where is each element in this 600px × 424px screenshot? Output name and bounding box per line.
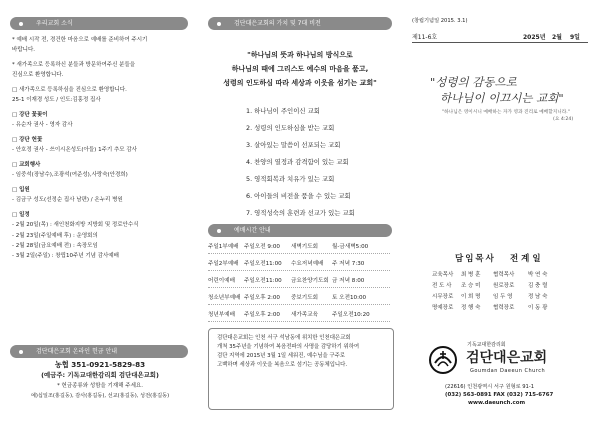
service-cell: 주일오전11:00 xyxy=(244,278,282,284)
header-divider xyxy=(412,42,588,43)
news-line: - 2월 20일(목) : 새인천화지방 지방회 및 정로안수식 xyxy=(12,222,139,229)
service-cell: 새가족교육 xyxy=(291,312,319,318)
vision-title: 검단대은교회의 가치 및 7대 비전 xyxy=(234,20,321,27)
service-cell: 주일오후 2:00 xyxy=(244,295,280,301)
bullet-icon xyxy=(217,229,221,233)
service-cell: 금요찬양기도회 xyxy=(291,278,329,284)
church-name-english: Goumdan Daeeun Church xyxy=(470,368,546,374)
founding-date: (창립기념일 2015. 3.1) xyxy=(412,18,468,24)
service-cell: 청소년부예배 xyxy=(208,295,241,301)
section-header-offering xyxy=(10,345,188,358)
news-line: - 안호정 권사 - 쓰이시온성도(아들) 1주기 추모 감사 xyxy=(12,147,137,154)
staff-name: 박 연 숙 xyxy=(528,272,548,278)
news-section-heading: □ 교회행사 xyxy=(12,162,41,168)
news-section-heading: □ 일정 xyxy=(12,212,30,218)
news-section-heading: □ 입원 xyxy=(12,187,30,193)
church-logo-icon xyxy=(428,345,458,375)
church-website[interactable]: www.daeunch.com xyxy=(468,400,526,406)
news-section-heading: □ 강단 꽃꽂이 xyxy=(12,112,48,118)
row-divider xyxy=(208,270,390,271)
news-title: 우리교회 소식 xyxy=(36,20,73,27)
section-header-news xyxy=(10,17,188,30)
services-title: 예배시간 안내 xyxy=(234,227,271,234)
staff-role: 전 도 사 xyxy=(432,283,452,289)
row-divider xyxy=(208,321,390,322)
service-row xyxy=(208,308,390,318)
news-line: 25-1 이재경 성도 / 인도:김홍정 집사 xyxy=(12,97,101,104)
theme-line-1: "성령의 감동으로 xyxy=(430,75,517,89)
pastor-name: 전 계 일 xyxy=(510,254,541,264)
intro-line: 고백하며 세상과 이웃을 복음으로 섬기는 공동체입니다. xyxy=(217,362,348,368)
vision-item: 7. 영적성숙의 훈련과 선교가 있는 교회 xyxy=(246,209,355,217)
service-cell: 토 오전10:00 xyxy=(332,295,367,301)
offering-note: * 헌금종류와 성함을 기재해 주세요. xyxy=(57,383,143,389)
theme-line-2: 하나님이 이끄시는 교회" xyxy=(440,91,564,105)
bullet-icon xyxy=(217,22,221,26)
service-row xyxy=(208,291,390,301)
staff-role: 원로장로 xyxy=(493,283,515,289)
service-cell: 어린이예배 xyxy=(208,278,236,284)
staff-name: 이 동 광 xyxy=(528,305,548,311)
staff-role: 교육목사 xyxy=(432,272,454,278)
news-line: 진심으로 환영합니다. xyxy=(12,72,64,79)
service-cell: 월-금새벽5:00 xyxy=(332,244,369,250)
vision-item: 5. 영적회복과 치유가 있는 교회 xyxy=(246,175,335,183)
service-cell: 금 저녁 8:00 xyxy=(332,278,365,284)
news-line: - 3월 2일(주일) : 창립10주년 기념 감사예배 xyxy=(12,253,119,260)
news-line: 바랍니다. xyxy=(12,47,36,54)
intro-line: 검단 지역에 2015년 3월 1일 세워진, 예수님을 구주로 xyxy=(217,353,346,359)
news-line: - 유순자 권사 - 영자 감사 xyxy=(12,122,73,129)
section-header-services xyxy=(208,224,392,237)
pastor-label: 담임목사 xyxy=(455,254,496,264)
staff-role: 협력장로 xyxy=(493,305,515,311)
staff-name: 정 행 숙 xyxy=(461,305,481,311)
vision-item: 3. 살아있는 말씀이 선포되는 교회 xyxy=(246,141,341,149)
section-header-vision xyxy=(208,17,392,30)
service-cell: 주일1부예배 xyxy=(208,244,239,250)
date-day: 9일 xyxy=(570,34,580,41)
service-cell: 중보기도회 xyxy=(291,295,319,301)
news-line: □ 새가족으로 등록하심을 진심으로 환영합니다. xyxy=(12,87,127,93)
motto-line: 성령의 인도하심 따라 세상과 이웃을 섬기는 교회" xyxy=(223,79,377,87)
date-year: 2025년 xyxy=(523,34,546,41)
service-cell: 주일2부예배 xyxy=(208,261,239,267)
bullet-icon xyxy=(19,22,23,26)
staff-name: 김 충 렬 xyxy=(528,283,548,289)
vision-item: 4. 찬양의 열정과 감격함이 있는 교회 xyxy=(246,158,349,166)
denomination: 기독교대한감리회 xyxy=(467,342,506,348)
staff-role: 임 두 영 xyxy=(493,294,513,300)
staff-role: 시무장로 xyxy=(432,294,454,300)
staff-role: 협력목사 xyxy=(493,272,515,278)
service-cell: 주일오전 9:00 xyxy=(244,244,280,250)
intro-line: 개척 35주년을 기념하여 복음전파의 사명을 감당하기 위하여 xyxy=(217,344,360,350)
intro-line: 검단대은교회는 인천 서구 석남동에 위치한 인천대은교회 xyxy=(217,335,351,341)
motto-line: 하나님의 때에 그리스도 예수의 마음을 품고, xyxy=(231,65,369,73)
staff-name: 정 남 숙 xyxy=(528,294,548,300)
service-row xyxy=(208,240,390,250)
motto-line: "하나님의 뜻과 하나님의 방식으로 xyxy=(247,51,353,59)
church-intro-box xyxy=(208,328,394,410)
service-cell: 주일오전10:20 xyxy=(332,312,370,318)
account-holder: (예금주: 기독교대한감리회 검단대은교회) xyxy=(41,371,159,379)
news-line: - 김금구 성도(선정순 집사 남편) / 온누리 병원 xyxy=(12,197,123,204)
service-cell: 주일오후 2:00 xyxy=(244,312,280,318)
vision-item: 6. 아이들의 비전을 품을 수 있는 교회 xyxy=(246,192,351,200)
service-cell: 수요저녁예배 xyxy=(291,261,324,267)
service-cell: 주일오전11:00 xyxy=(244,261,282,267)
news-section-heading: □ 강단 헌꽃 xyxy=(12,137,43,143)
church-name: 검단대은교회 xyxy=(466,350,548,366)
theme-reference: (요 4:24) xyxy=(553,117,574,122)
church-address: (22616) 인천광역시 서구 원형로 91-1 xyxy=(445,384,535,390)
staff-name: 최 병 훈 xyxy=(461,272,481,278)
news-line: - 2월 23일(주일예배 후) : 운영회의 xyxy=(12,232,98,239)
offering-title: 검단대은교회 온라인 헌금 안내 xyxy=(36,348,118,355)
service-cell: 주 저녁 7:30 xyxy=(332,261,365,267)
staff-role: 명예장로 xyxy=(432,305,454,311)
service-cell: 청년부예배 xyxy=(208,312,236,318)
bullet-icon xyxy=(19,350,23,354)
vision-item: 2. 성령의 인도하심을 받는 교회 xyxy=(246,124,335,132)
row-divider xyxy=(208,287,390,288)
row-divider xyxy=(208,304,390,305)
service-row xyxy=(208,274,390,284)
row-divider xyxy=(208,253,390,254)
issue-number: 제11-6호 xyxy=(412,34,438,41)
service-cell: 새벽기도회 xyxy=(291,244,319,250)
vision-item: 1. 하나님이 주인이신 교회 xyxy=(246,107,320,115)
staff-name: 조 승 미 xyxy=(461,283,481,289)
news-column xyxy=(0,0,200,424)
news-line: - 2월 28일(금요예배 전) : 속장모임 xyxy=(12,242,98,249)
news-line: * 새가족으로 등록하신 분들과 방문하여주신 분들을 xyxy=(12,62,136,68)
staff-name: 이 희 명 xyxy=(461,294,481,300)
service-row xyxy=(208,257,390,267)
offering-example: 예)십일조(홍길동), 감사(홍길동), 선교(홍길동), 성전(홍길동) xyxy=(30,393,170,399)
news-line: - 임중석(장남수),조광석(여준성),사랑숙(안경희) xyxy=(12,172,128,179)
date-month: 2월 xyxy=(552,34,562,41)
news-line: * 예배 시작 전, 경건한 마음으로 예배를 준비하여 주시기 xyxy=(12,37,148,43)
church-phone: (032) 563-0891 FAX (032) 715-6767 xyxy=(445,392,554,398)
bank-account: 농협 351-0921-5829-83 xyxy=(54,360,146,369)
theme-verse: "하나님은 영이시니 예배하는 자가 영과 진리로 예배할지니라." xyxy=(442,110,570,115)
